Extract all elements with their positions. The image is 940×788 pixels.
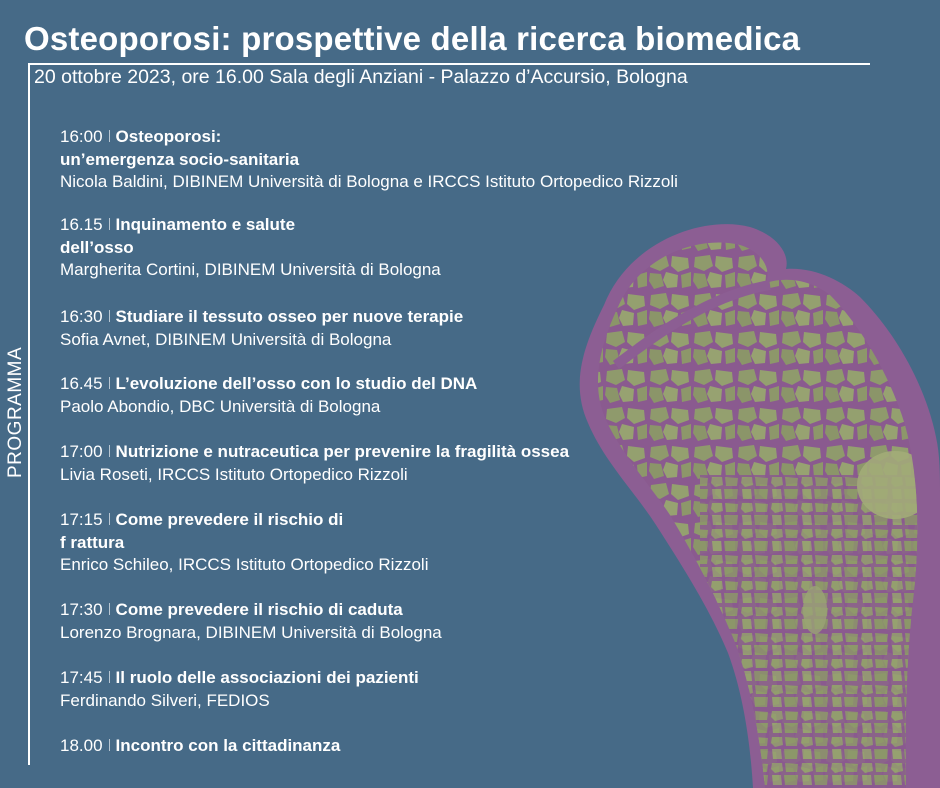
item-time: 16.15 bbox=[60, 215, 103, 234]
item-time: 17:30 bbox=[60, 600, 103, 619]
item-speaker: Enrico Schileo, IRCCS Istituto Ortopedico Rizzoli bbox=[60, 555, 429, 574]
program-item bbox=[60, 373, 477, 418]
item-speaker: Ferdinando Silveri, FEDIOS bbox=[60, 690, 270, 710]
item-time: 16:00 bbox=[60, 127, 103, 146]
item-speaker: Nicola Baldini, DIBINEM Università di Bologna e IRCCS Istituto Ortopedico Rizzoli bbox=[60, 172, 678, 191]
item-time: 17:00 bbox=[60, 442, 103, 461]
program-item bbox=[60, 735, 340, 758]
separator-bar bbox=[109, 603, 110, 615]
separator-bar bbox=[109, 671, 110, 683]
item-title: Studiare il tessuto osseo per nuove terapie bbox=[115, 307, 464, 326]
separator-bar bbox=[109, 513, 110, 525]
item-time: 17:45 bbox=[60, 668, 103, 687]
item-time: 18.00 bbox=[60, 736, 103, 755]
item-speaker: Paolo Abondio, DBC Università di Bologna bbox=[60, 396, 381, 416]
program-item bbox=[60, 126, 678, 194]
item-time: 17:15 bbox=[60, 510, 103, 529]
program-item bbox=[60, 599, 442, 644]
title-underline bbox=[28, 63, 870, 65]
event-title: Osteoporosi: prospettive della ricerca biomedica bbox=[24, 20, 801, 57]
item-time: 16:30 bbox=[60, 307, 103, 326]
separator-bar bbox=[109, 377, 110, 389]
program-item bbox=[60, 509, 428, 577]
item-speaker: Livia Roseti, IRCCS Istituto Ortopedico Rizzoli bbox=[60, 464, 408, 484]
separator-bar bbox=[109, 739, 110, 751]
separator-bar bbox=[109, 445, 110, 457]
program-item bbox=[60, 214, 441, 282]
item-title: Osteoporosi: bbox=[115, 127, 222, 146]
left-vertical-rule bbox=[28, 63, 30, 765]
event-date-location: 20 ottobre 2023, ore 16.00 Sala degli Anziani - Palazzo d’Accursio, Bologna bbox=[34, 66, 688, 88]
femur-bone-illustration bbox=[560, 215, 940, 788]
separator-bar bbox=[109, 130, 110, 142]
item-speaker: Sofia Avnet, DIBINEM Università di Bologna bbox=[60, 329, 392, 349]
item-title: Come prevedere il rischio di bbox=[115, 510, 344, 529]
item-speaker: Margherita Cortini, DIBINEM Università di Bologna bbox=[60, 260, 441, 279]
item-title: Incontro con la cittadinanza bbox=[115, 736, 341, 755]
separator-bar bbox=[109, 218, 110, 230]
item-title: Nutrizione e nutraceutica per prevenire la fragilità ossea bbox=[115, 442, 570, 461]
item-title-continued: f rattura bbox=[60, 532, 125, 552]
item-title: Inquinamento e salute bbox=[115, 215, 296, 234]
program-item bbox=[60, 667, 419, 712]
item-speaker: Lorenzo Brognara, DIBINEM Università di Bologna bbox=[60, 622, 442, 642]
item-title-continued: un’emergenza socio-sanitaria bbox=[60, 149, 300, 169]
separator-bar bbox=[109, 310, 110, 322]
item-title: Il ruolo delle associazioni dei pazienti bbox=[115, 668, 419, 687]
program-item bbox=[60, 441, 569, 486]
item-time: 16.45 bbox=[60, 374, 103, 393]
programma-side-label: PROGRAMMA bbox=[5, 346, 26, 478]
item-title: L’evoluzione dell’osso con lo studio del DNA bbox=[115, 374, 478, 393]
item-title-continued: dell’osso bbox=[60, 237, 134, 257]
item-title: Come prevedere il rischio di caduta bbox=[115, 600, 403, 619]
program-item bbox=[60, 306, 463, 351]
